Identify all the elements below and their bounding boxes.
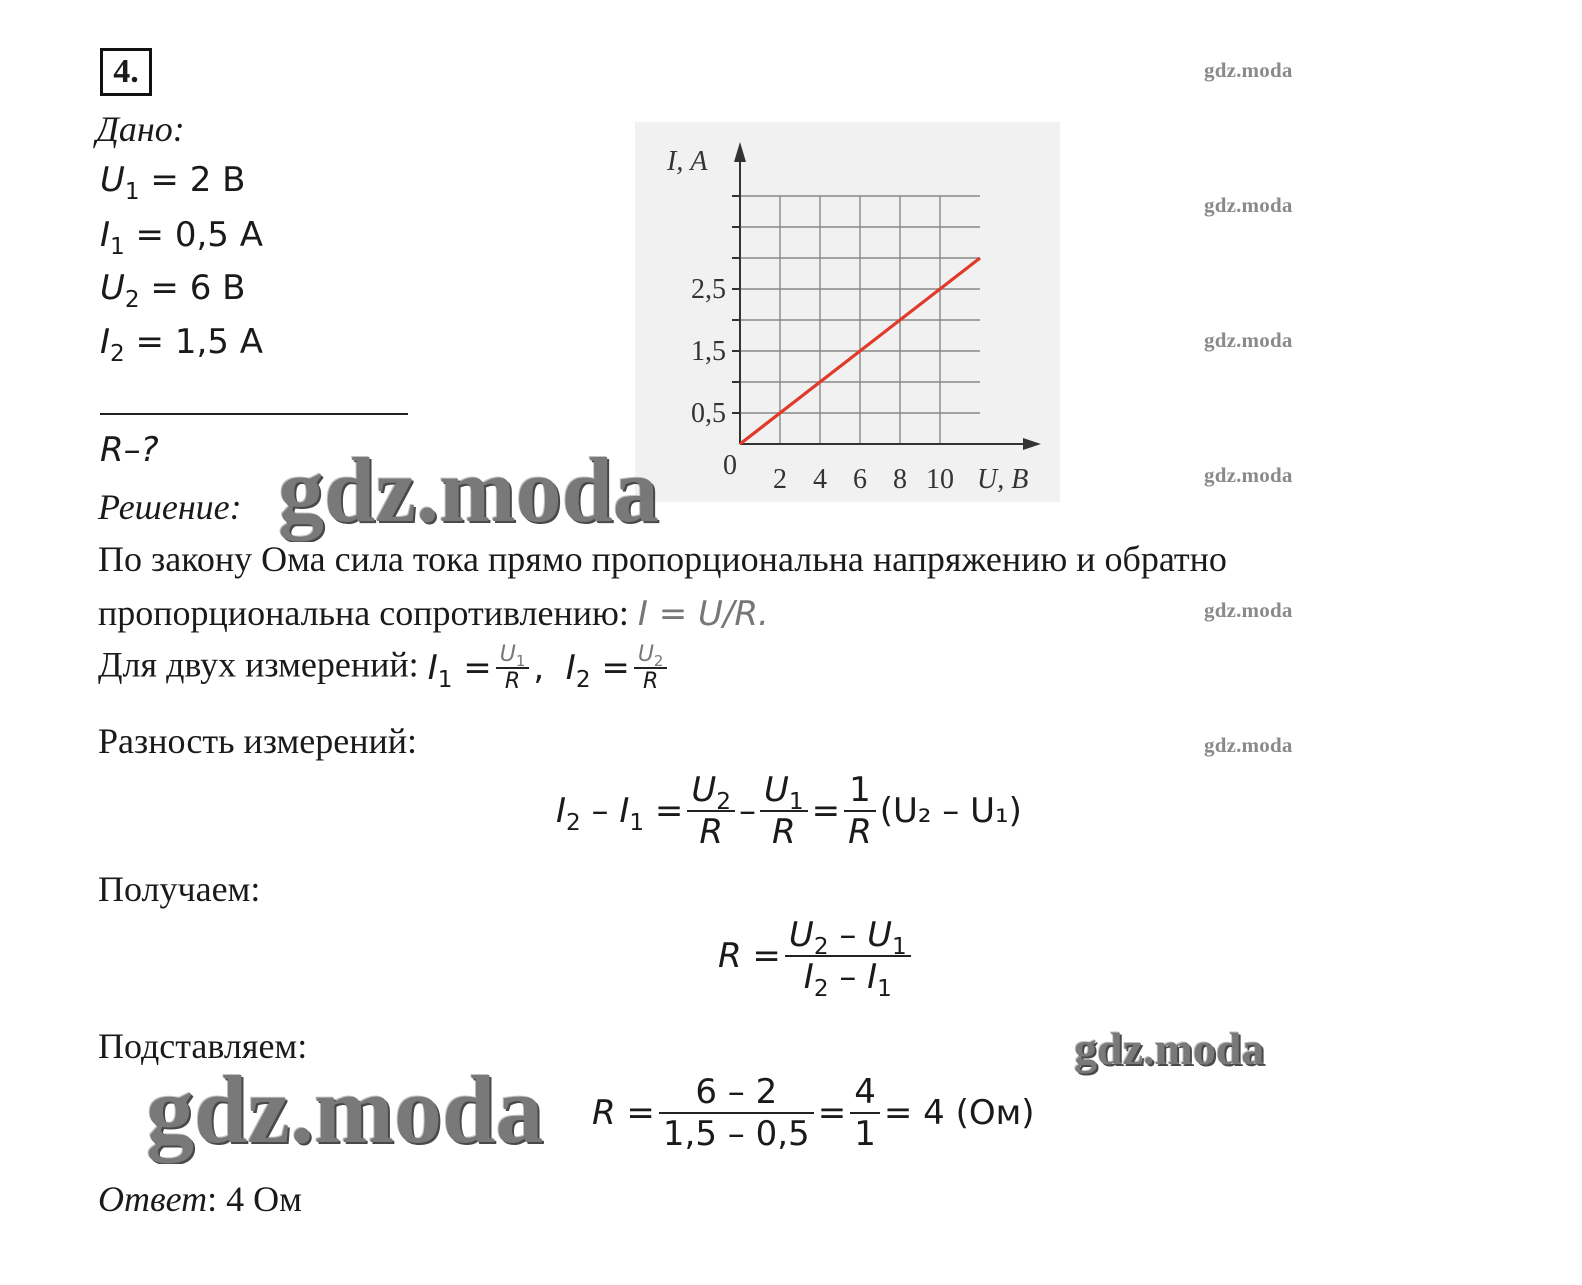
difference-formula: $I_2 - I_1$ = $\frac{U_2}{R}$ – $\frac{U_1}{R}$ = $\frac{1}{R}$ (U₂ – U₁)	[556, 770, 1022, 852]
y-tick-label: 0,5	[691, 398, 726, 429]
given-line-u1: $U_1 = 2$ В	[100, 160, 246, 206]
two-measurements-line: Для двух измерений: $I_1$ = $\frac{U_1}{R}$ , $I_2$ = $\frac{U_2}{R}$	[98, 642, 671, 694]
x-tick-label: 0	[723, 450, 737, 481]
solution-label: Решение:	[98, 487, 242, 527]
watermark: gdz.moda	[1204, 598, 1293, 622]
y-tick-label: 1,5	[691, 336, 726, 367]
problem-number: 4.	[100, 48, 152, 96]
watermark: gdz.moda	[1204, 58, 1293, 82]
given-label: Дано:	[96, 109, 185, 149]
given-line-i2: $I_2 = 1,5$ А	[100, 322, 263, 368]
watermark: gdz.moda	[1204, 328, 1293, 352]
find-label: R–?	[100, 430, 159, 470]
given-line-u2: $U_2 = 6$ В	[100, 268, 246, 314]
difference-label: Разность измерений:	[98, 721, 418, 761]
x-tick-label: 4	[813, 464, 827, 495]
substitution-formula: R = $\frac{6 - 2}{1,5 - 0,5}$ = $\frac{4}{1}$ = 4 (Ом)	[592, 1072, 1035, 1154]
x-tick-label: 2	[773, 464, 787, 495]
i1-fraction: $\frac{U_1}{R}$	[496, 642, 530, 694]
i2-fraction: $\frac{U_2}{R}$	[634, 642, 668, 694]
x-tick-label: 8	[893, 464, 907, 495]
watermark: gdz.moda	[1204, 733, 1293, 757]
ohm-law-formula: I = U/R.	[637, 594, 769, 634]
substitute-label: Подставляем:	[98, 1026, 308, 1066]
solution-text-line2: пропорциональна сопротивлению: I = U/R.	[98, 593, 769, 634]
current-voltage-chart	[635, 122, 1060, 502]
solution-text-line1: По закону Ома сила тока прямо пропорциональна напряжению и обратно	[98, 539, 1227, 579]
i1-formula: $I_1$ =	[427, 648, 492, 694]
given-line-i1: $I_1 = 0,5$ А	[100, 215, 263, 261]
watermark: gdz.moda	[146, 1056, 544, 1163]
chart-y-axis-label: I, А	[667, 146, 708, 177]
watermark: gdz.moda	[1074, 1023, 1265, 1074]
given-divider	[100, 413, 408, 415]
watermark: gdz.moda	[1204, 193, 1293, 217]
x-tick-label: 10	[926, 464, 954, 495]
x-tick-label: 6	[853, 464, 867, 495]
answer-line: Ответ: 4 Ом	[98, 1179, 302, 1219]
get-label: Получаем:	[98, 869, 261, 909]
watermark: gdz.moda	[1204, 463, 1293, 487]
resistance-formula: R = $\frac{U_2 - U_1}{I_2 - I_1}$	[718, 915, 915, 997]
watermark: gdz.moda	[278, 439, 659, 541]
chart-x-axis-label: U, В	[977, 464, 1029, 495]
y-tick-label: 2,5	[691, 274, 726, 305]
